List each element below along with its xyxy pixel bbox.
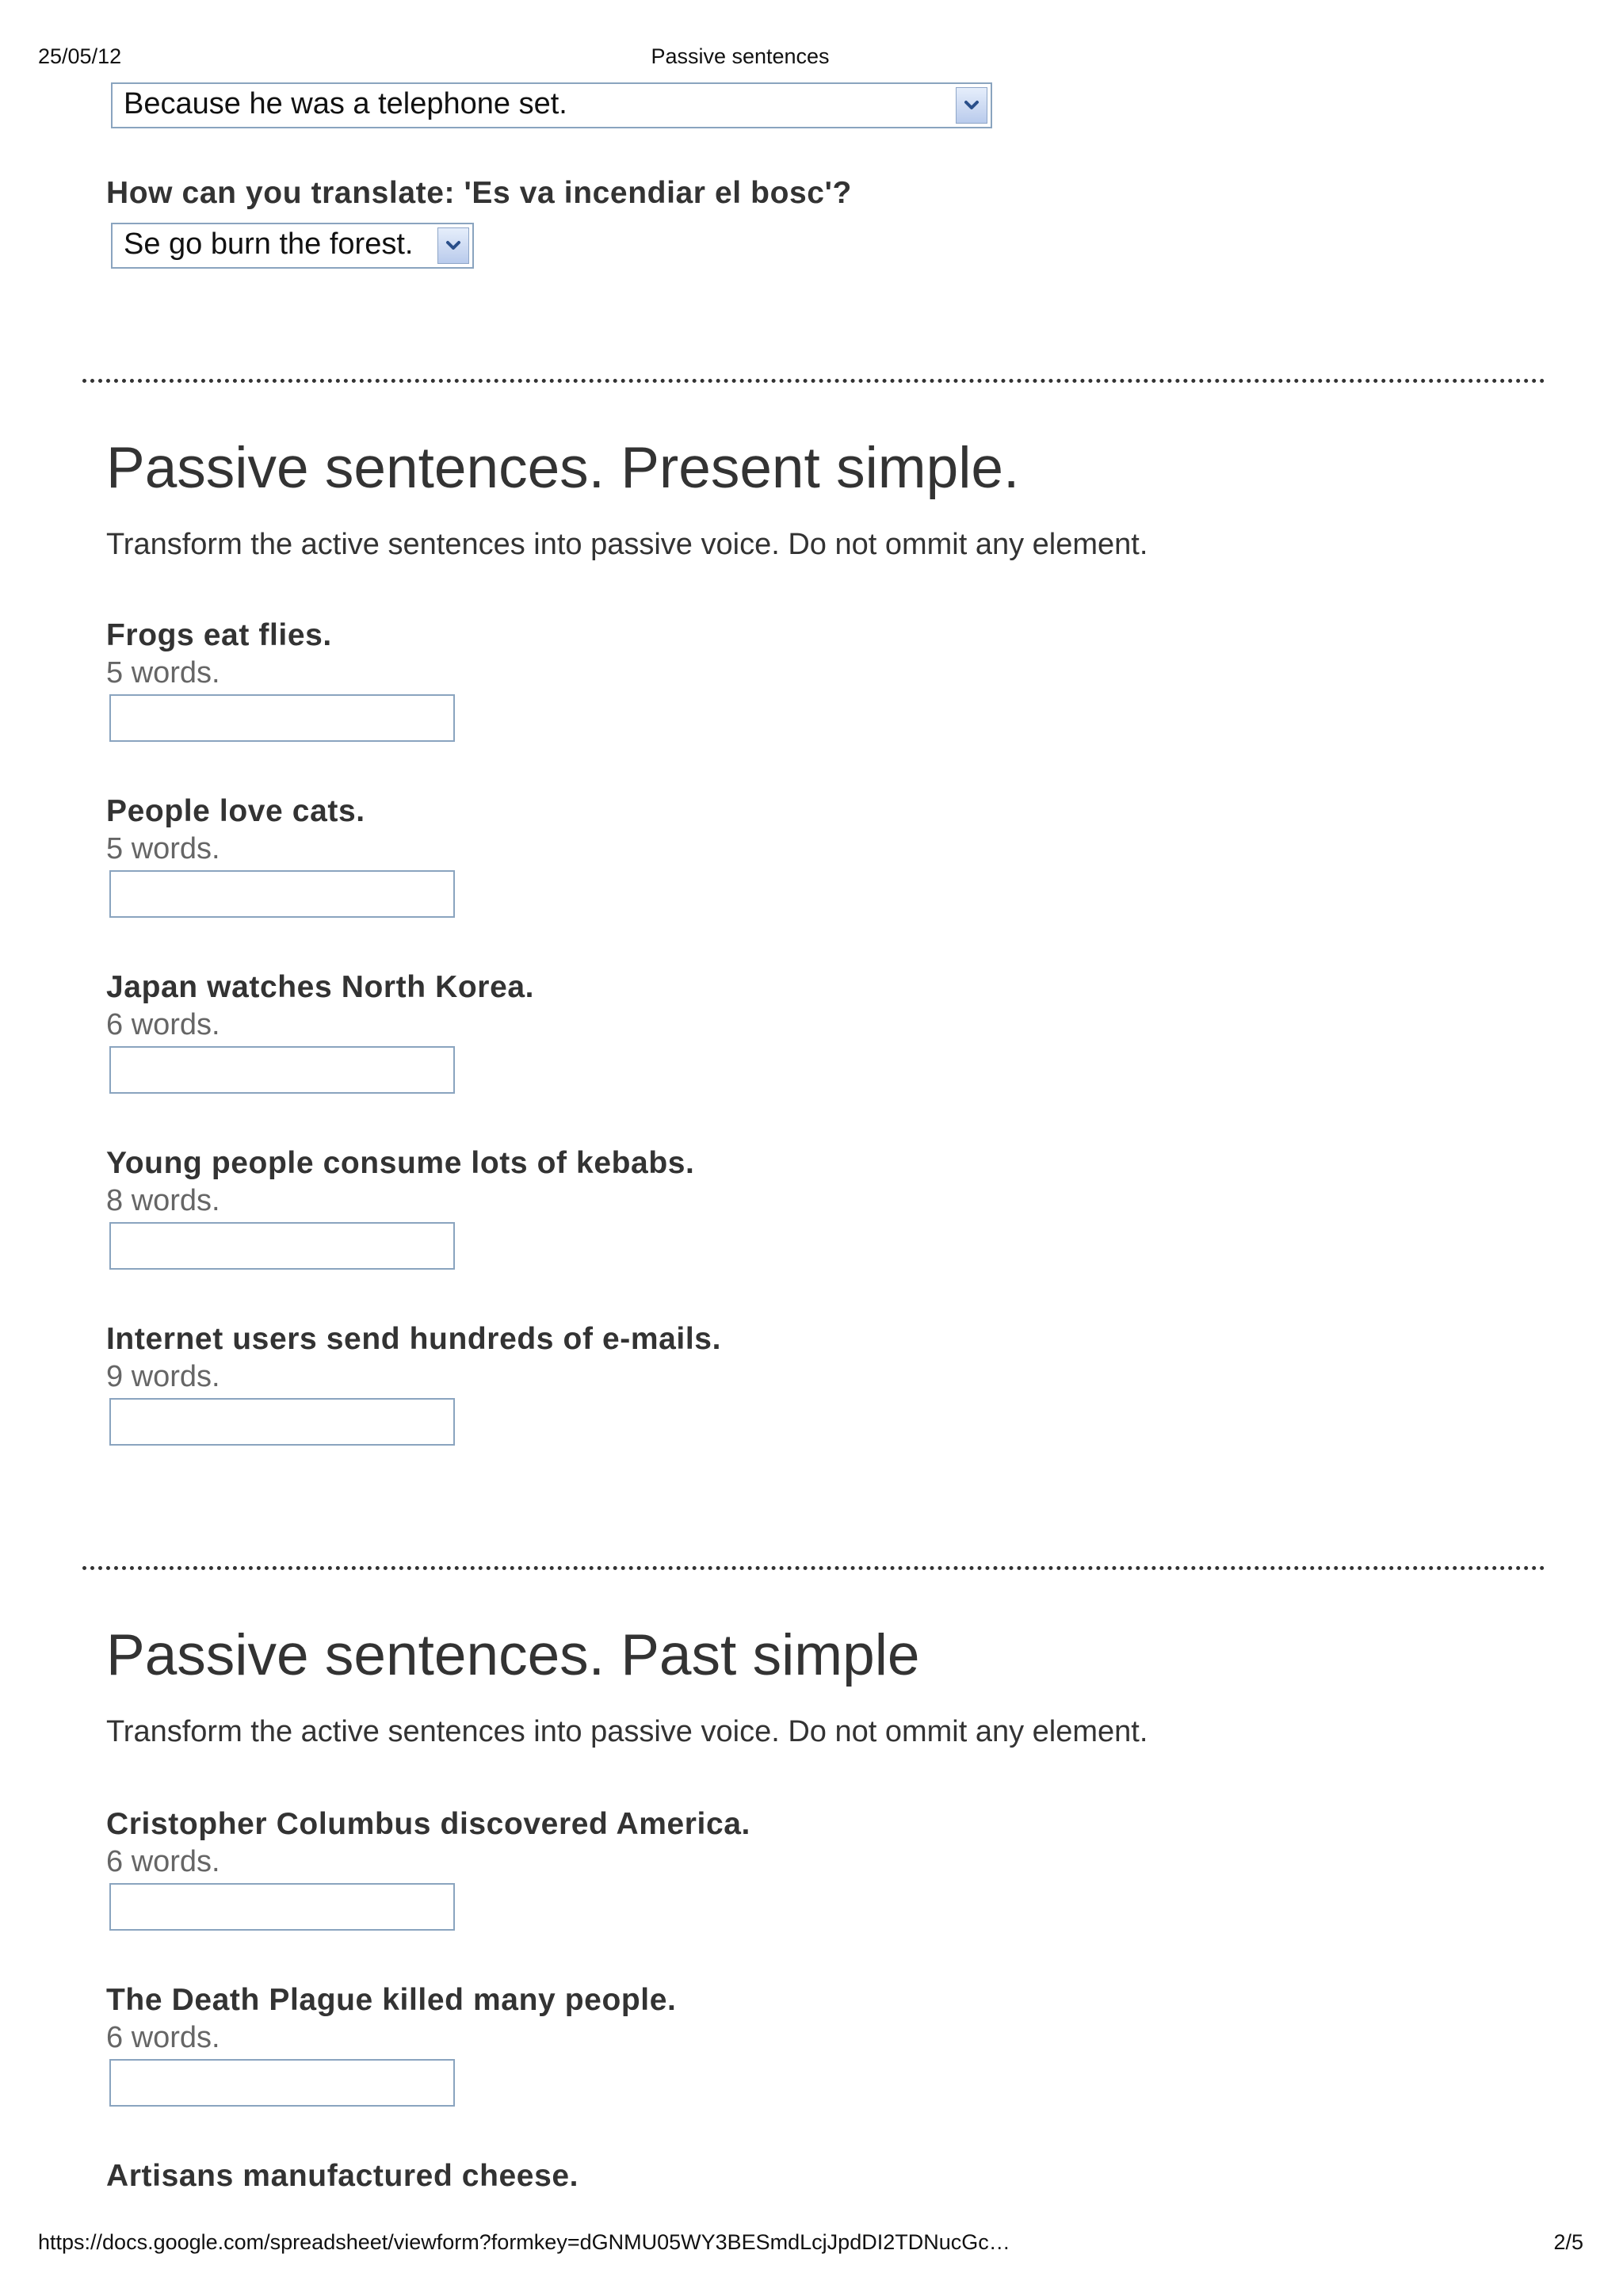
section-past-simple bbox=[106, 1622, 1533, 2193]
question-help: 9 words. bbox=[106, 1360, 220, 1393]
answer-input[interactable] bbox=[109, 1046, 455, 1094]
print-page-number: 2/5 bbox=[1553, 2230, 1583, 2254]
question-prompt: Internet users send hundreds of e-mails. bbox=[106, 1322, 722, 1356]
question-help: 8 words. bbox=[106, 1184, 220, 1217]
answer-select-1[interactable] bbox=[111, 82, 992, 128]
question-help: 5 words. bbox=[106, 656, 220, 690]
question-item bbox=[106, 1320, 721, 1446]
section-present-simple bbox=[106, 434, 1533, 1393]
question-help: 6 words. bbox=[106, 1845, 220, 1878]
question-item bbox=[106, 1981, 676, 2107]
question-item bbox=[106, 968, 534, 1094]
question-prompt: Artisans manufactured cheese. bbox=[106, 2159, 579, 2193]
answer-input[interactable] bbox=[109, 1398, 455, 1446]
question-help: 6 words. bbox=[106, 2021, 220, 2054]
section-description: Transform the active sentences into passive voice. Do not ommit any element. bbox=[106, 1715, 1148, 1748]
section-title: Passive sentences. Present simple. bbox=[106, 436, 1020, 500]
question-prompt: The Death Plague killed many people. bbox=[106, 1983, 677, 2017]
print-title: Passive sentences bbox=[651, 44, 830, 68]
question-item bbox=[106, 1144, 694, 1270]
answer-select-1-value: Because he was a telephone set. bbox=[124, 87, 567, 120]
print-header bbox=[0, 44, 1623, 71]
answer-input[interactable] bbox=[109, 1883, 455, 1931]
answer-input[interactable] bbox=[109, 2059, 455, 2107]
print-url: https://docs.google.com/spreadsheet/viewform?formkey=dGNMU05WY3BESmdLcjJpdDI2TDNucGc… bbox=[38, 2230, 1010, 2254]
question-help: 5 words. bbox=[106, 832, 220, 865]
question-help: 6 words. bbox=[106, 1008, 220, 1041]
question-prompt: Cristopher Columbus discovered America. bbox=[106, 1807, 750, 1841]
chevron-down-icon[interactable] bbox=[437, 227, 469, 264]
answer-input[interactable] bbox=[109, 1222, 455, 1270]
question-item bbox=[106, 1805, 750, 1931]
answer-select-2[interactable] bbox=[111, 223, 474, 269]
section-title: Passive sentences. Past simple bbox=[106, 1623, 920, 1687]
question-title-translate: How can you translate: 'Es va incendiar el bosc'? bbox=[106, 176, 852, 210]
answer-input[interactable] bbox=[109, 870, 455, 918]
question-prompt: Young people consume lots of kebabs. bbox=[106, 1146, 695, 1180]
answer-select-2-value: Se go burn the forest. bbox=[124, 227, 414, 261]
print-date: 25/05/12 bbox=[38, 44, 122, 68]
question-prompt: Japan watches North Korea. bbox=[106, 970, 535, 1004]
answer-input[interactable] bbox=[109, 694, 455, 742]
question-item bbox=[106, 793, 455, 918]
question-prompt: Frogs eat flies. bbox=[106, 618, 332, 652]
print-footer bbox=[0, 2230, 1623, 2257]
question-prompt: People love cats. bbox=[106, 794, 365, 828]
chevron-down-icon[interactable] bbox=[956, 87, 987, 124]
question-item bbox=[106, 617, 455, 742]
section-divider bbox=[82, 379, 1545, 383]
section-description: Transform the active sentences into passive voice. Do not ommit any element. bbox=[106, 528, 1148, 561]
section-divider bbox=[82, 1566, 1545, 1570]
question-item bbox=[106, 2157, 579, 2195]
